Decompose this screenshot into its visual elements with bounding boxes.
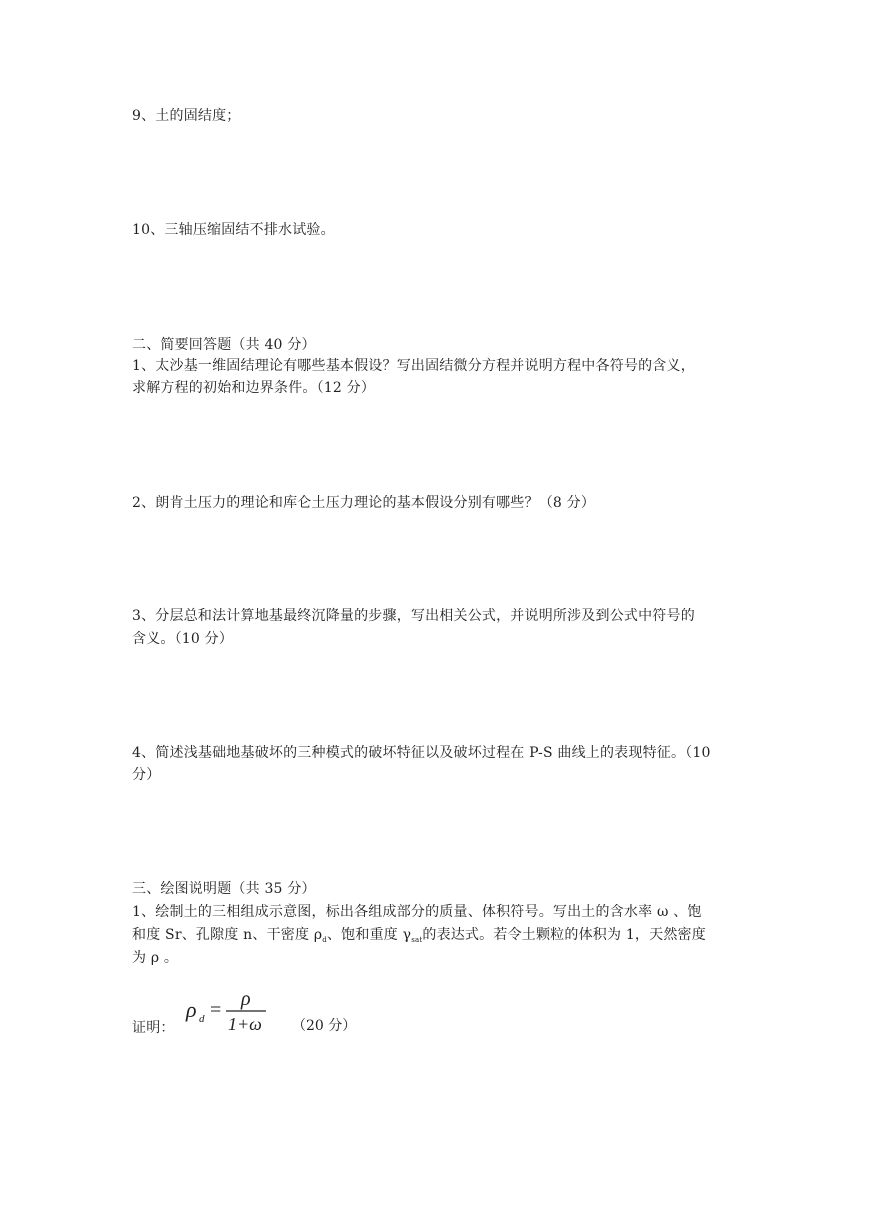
section-2-question-1-line-1: 1、太沙基一维固结理论有哪些基本假设？写出固结微分方程并说明方程中各符号的含义，: [132, 358, 695, 374]
line-2-text-b: 、饱和重度 γ: [326, 927, 412, 943]
section-2-question-1-line-2: 求解方程的初始和边界条件。（12 分）: [132, 380, 376, 396]
section-2-question-2: 2、朗肯土压力的理论和库仑土压力理论的基本假设分别有哪些？（8 分）: [132, 495, 596, 511]
section-2-question-3-line-1: 3、分层总和法计算地基最终沉降量的步骤，写出相关公式，并说明所涉及到公式中符号的: [132, 608, 695, 624]
line-2-text-c: 的表达式。若令土颗粒的体积为 1，天然密度: [422, 927, 706, 943]
section-2-question-3-line-2: 含义。（10 分）: [132, 631, 234, 647]
formula-lhs-subscript: d: [199, 1013, 205, 1025]
section-2-question-4-line-2: 分）: [132, 767, 161, 783]
proof-label: 证明：: [132, 1020, 175, 1036]
formula-lhs: ρ: [186, 997, 197, 1022]
section-3-question-1-line-3: 为 ρ 。: [132, 950, 179, 966]
subscript-d: d: [322, 936, 327, 944]
formula-denominator: 1+ω: [228, 1014, 262, 1034]
formula-numerator: ρ: [241, 988, 251, 1010]
section-2-question-4-line-1: 4、简述浅基础地基破坏的三种模式的破坏特征以及破坏过程在 P-S 曲线上的表现特征。（10: [132, 745, 711, 761]
section-3-heading: 三、绘图说明题（共 35 分）: [132, 881, 316, 897]
question-10: 10、三轴压缩固结不排水试验。: [132, 222, 335, 238]
line-2-text-a: 和度 Sr、孔隙度 n、干密度 ρ: [132, 927, 323, 943]
section-2-heading: 二、简要回答题（共 40 分）: [132, 337, 316, 353]
dry-density-formula: [184, 985, 270, 1035]
formula-equals: =: [210, 999, 222, 1021]
section-3-question-1-line-2: [132, 925, 706, 950]
proof-points: （20 分）: [292, 1018, 357, 1034]
question-9: 9、土的固结度；: [132, 108, 241, 124]
subscript-sat: sat: [411, 936, 423, 944]
section-3-question-1-line-1: 1、绘制土的三相组成示意图，标出各组成部分的质量、体积符号。写出土的含水率 ω 、饱: [132, 904, 702, 920]
